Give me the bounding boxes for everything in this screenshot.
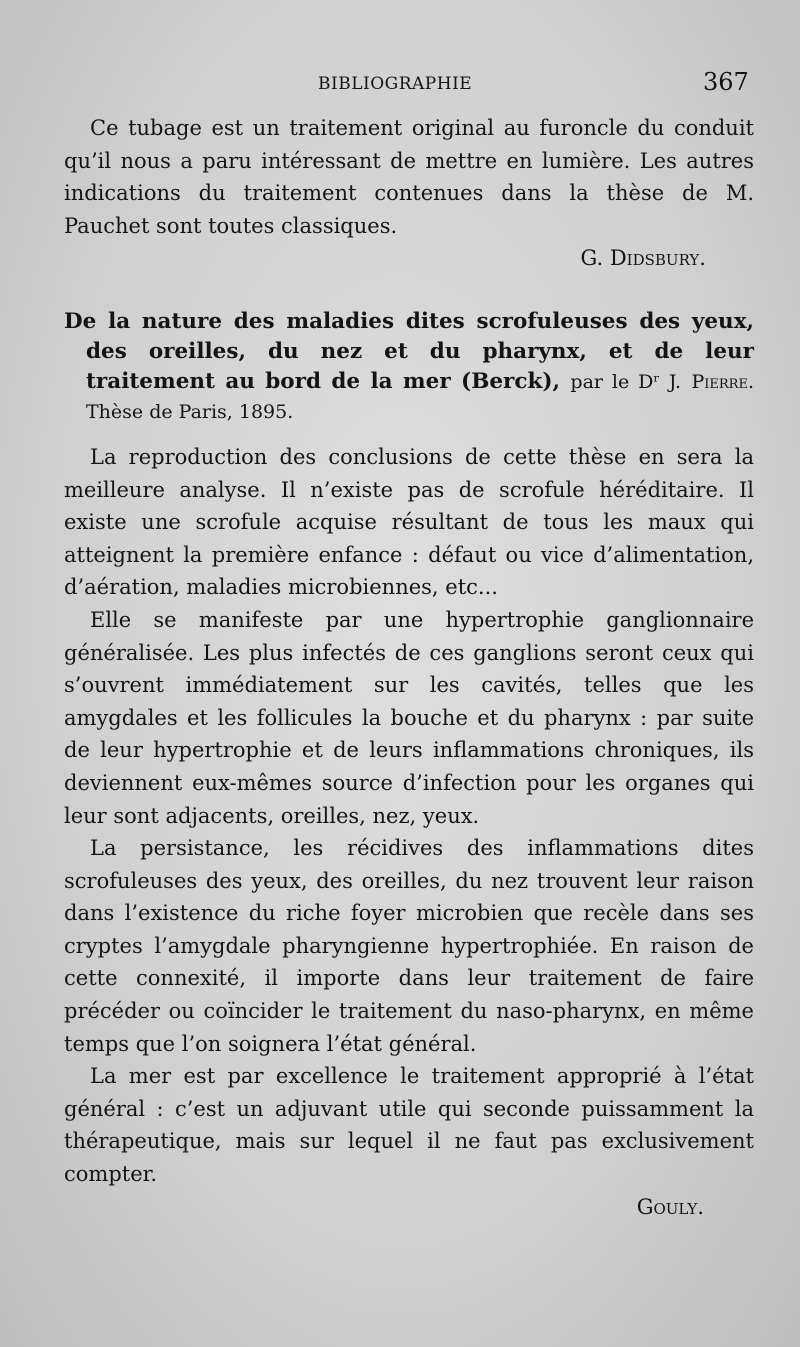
review-paragraph: Elle se manifeste par une hypertrophie ganglionnaire généralisée. Les plus infectés de ces ganglions seront ceux qui s’ouvrent immédiatement sur les cavités, telles que les amygdales et les follicules la bouche et du pharynx : par suite de leur hypertrophie et de leurs inflammations chroniques, ils deviennent eux-mêmes source d’infection pour les organes qui leur sont adjacents, oreilles, nez, yeux. <box>64 607 754 828</box>
review-paragraph: La persistance, les récidives des inflammations dites scrofuleuses des yeux, des oreilles, du nez trouvent leur raison dans l’existence du riche foyer microbien que recèle dans ses cryptes l’amygdale pharyngienne hypertrophiée. En raison de cette connexité, il importe dans leur traitement de faire précéder ou coïncider le traitement du naso-pharynx, en même temps que l’on soignera l’état général. <box>64 836 754 1056</box>
entry-by: par le Dʳ J. <box>570 370 682 393</box>
spacer <box>64 275 754 307</box>
review-paragraph: Ce tubage est un traitement original au furoncle du conduit qu’il nous a paru intéressant de mettre en lumière. Les autres indications du traitement contenues dans la thèse de M. Pauchet sont toutes classiques. <box>64 116 754 238</box>
reviewer-signature: G. Didsbury. <box>580 246 706 271</box>
page-body <box>64 112 754 1223</box>
entry-title: De la nature des maladies dites scrofuleuses des yeux, des oreilles, du nez et du pharynx, et de leur traitement au bord de la mer (Berck), <box>64 308 754 394</box>
entry-author: Pierre. <box>691 370 754 393</box>
bibliography-entry <box>64 307 754 427</box>
reviewer-signature: Gouly. <box>636 1194 704 1219</box>
page-number: 367 <box>703 68 749 96</box>
review-paragraph: La mer est par excellence le traitement approprié à l’état général : c’est un adjuvant utile qui seconde puissamment la thérapeutique, mais sur lequel il ne faut pas exclusivement compter. <box>64 1064 754 1187</box>
review-paragraph: La reproduction des conclusions de cette thèse en sera la meilleure analyse. Il n’existe pas de scrofule héréditaire. Il existe une scrofule acquise résultant de tous les maux qui atteignent la première enfance : défaut ou vice d’alimentation, d’aération, maladies microbiennes, etc... <box>64 444 754 600</box>
running-title: BIBLIOGRAPHIE <box>318 74 473 94</box>
spacer <box>64 427 754 441</box>
page-header <box>0 68 800 102</box>
entry-these: Thèse de Paris, 1895. <box>86 400 294 423</box>
